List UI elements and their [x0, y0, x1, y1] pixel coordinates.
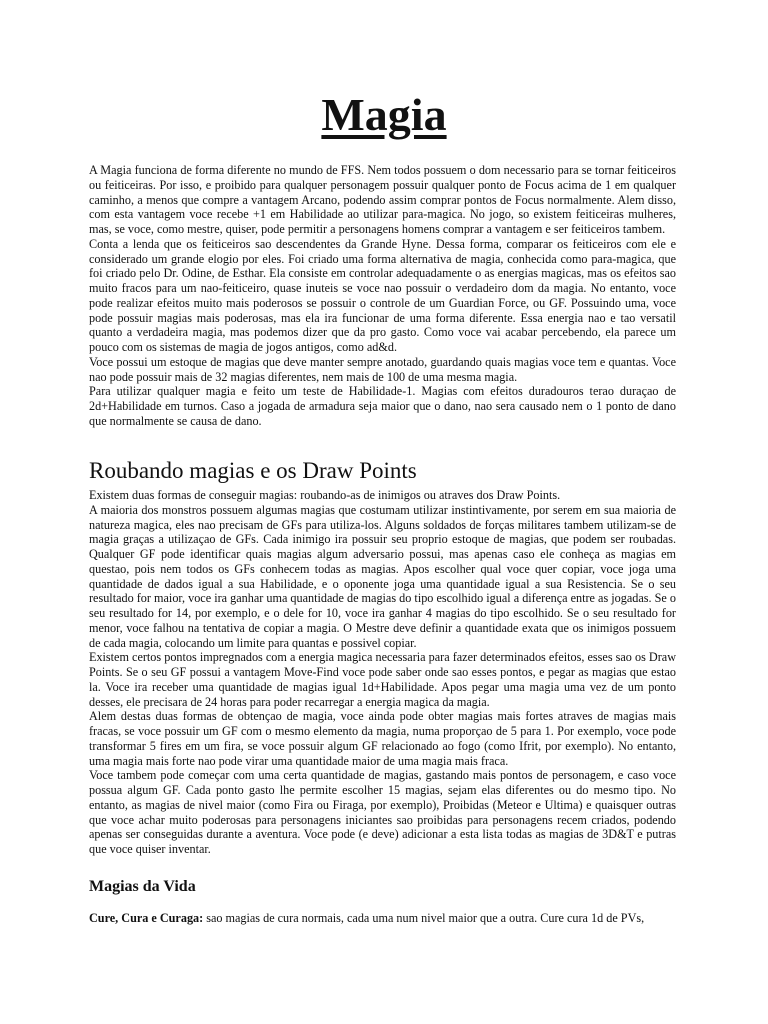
paragraph: Existem certos pontos impregnados com a energia magica necessaria para fazer determinados efeitos, esses sao os Draw Points. Se o seu GF possui a vantagem Move-Find voce pode saber onde sao esses pontos, e pegar as magias que estao la. Voce ira receber uma quantidade de magias igual 1d+Habilidade. Apos pegar uma magia uma vez de um ponto desses, ele precisara de 24 horas para poder recarregar a energia magica da magia.	[89, 650, 676, 709]
spell-entry-text: sao magias de cura normais, cada uma num nivel maior que a outra. Cure cura 1d de PVs,	[203, 911, 645, 925]
spell-entry-term: Cure, Cura e Curaga:	[89, 911, 204, 925]
section-heading-magias-da-vida: Magias da Vida	[89, 878, 196, 895]
section-heading-draw-points: Roubando magias e os Draw Points	[89, 458, 417, 483]
page-title: Magia	[321, 89, 447, 140]
intro-section	[89, 163, 676, 429]
magias-da-vida-section	[89, 911, 676, 926]
paragraph: Voce possui um estoque de magias que deve manter sempre anotado, guardando quais magias voce tem e quantas. Voce nao pode possuir mais de 32 magias diferentes, nem mais de 100 de uma mesma magia.	[89, 354, 676, 384]
paragraph: Voce tambem pode começar com uma certa quantidade de magias, gastando mais pontos de personagem, e caso voce possua algum GF. Cada ponto gasto lhe permite escolher 15 magias, sejam elas diferentes ou do mesmo tipo. No entanto, as magias de nivel maior (como Fira ou Firaga, por exemplo), Proibidas (Meteor e Ultima) e quaisquer outras que voce achar muito poderosas para personagens iniciantes sao proibidas para personagens recem criados, podendo apenas ser conseguidas durante a aventura. Voce pode (e deve) adicionar a esta lista todas as magias de 3D&T e putras que voce quiser inventar.	[89, 768, 676, 856]
paragraph: Alem destas duas formas de obtençao de magia, voce ainda pode obter magias mais fortes atraves de magias mais fracas, se voce possuir um GF com o mesmo elemento da magia, numa proporçao de 5 para 1. Por exemplo, voce pode transformar 5 fires em um fira, se voce possuir algum GF relacionado ao fogo (como Ifrit, por exemplo). No entanto, uma magia mais forte nao pode virar uma quantidade maior de uma magia mais fraca.	[89, 709, 676, 768]
draw-points-section	[89, 488, 676, 857]
paragraph: A maioria dos monstros possuem algumas magias que costumam utilizar instintivamente, por serem em sua maioria de natureza magica, eles nao precisam de GFs para utiliza-los. Alguns soldados de forças militares tambem utilizam-se de magia graças a utilizaçao de GFs. Cada inimigo ira possuir seu proprio estoque de magias, que podem ser roubadas. Qualquer GF pode identificar quais magias algum adversario possui, mas apenas caso ele conheça as magias em questao, pois nem todos os GFs conhecem todas as magias. Apos escolher qual voce quer copiar, voce joga uma quantidade de dados igual a sua Habilidade, e o oponente joga uma quantidade igual a sua Resistencia. Se o seu resultado for maior, voce ira ganhar uma quantidade de magias do tipo escolhido igual a diferença entre as jogadas. Se o seu resultado for 14, por exemplo, e o dele for 10, voce ira ganhar 4 magias do tipo escolhido. Se o seu resultado for menor, voce falhou na tentativa de copiar a magia. O Mestre deve definir a quantidade exata que os inimigos possuem de cada magia, colocando um limite para quantas e possivel copiar.	[89, 502, 676, 650]
paragraph: Conta a lenda que os feiticeiros sao descendentes da Grande Hyne. Dessa forma, comparar os feiticeiros com ele e considerado um grande elogio por eles. Foi criado uma forma alternativa de magia, conhecida como para-magica, que foi criado pelo Dr. Odine, de Esthar. Ela consiste em controlar adequadamente o as energias magicas, mas os efeitos sao muito fracos para um nao-feiticeiro, quase inuteis se voce nao possuir o verdadeiro dom da magia. No entanto, voce pode realizar efeitos muito mais poderosos se possuir o controle de um Guardian Force, ou GF. Possuindo uma, voce pode possuir magias mais poderosas, mas ela ira funcionar de uma forma diferente. Essa energia nao e tao versatil quanto a verdadeira magia, mas podemos dizer que da pro gasto. Como voce vai acabar percebendo, ela parece um pouco com os sistemas de magia de jogos antigos, como ad&d.	[89, 236, 676, 354]
spell-entry	[89, 911, 676, 926]
paragraph: Existem duas formas de conseguir magias: roubando-as de inimigos ou atraves dos Draw Points.	[89, 488, 561, 502]
paragraph: A Magia funciona de forma diferente no mundo de FFS. Nem todos possuem o dom necessario para se tornar feiticeiros ou feiticeiras. Por isso, e proibido para qualquer personagem possuir qualquer ponto de Focus acima de 1 em qualquer caminho, a menos que compre a vantagem Arcano, podendo assim comprar pontos de Focus normalmente. Alem disso, com esta vantagem voce recebe +1 em Habilidade ao utilizar para-magica. No jogo, so existem feiticeiras mulheres, mas, se voce, como mestre, quiser, pode permitir a personagens homens comprar a vantagem e ser feiticeiros tambem.	[89, 163, 676, 236]
paragraph: Para utilizar qualquer magia e feito um teste de Habilidade-1. Magias com efeitos duradouros terao duraçao de 2d+Habilidade em turnos. Caso a jogada de armadura seja maior que o dano, nao sera causado nem o 1 ponto de dano que normalmente se causa de dano.	[89, 384, 676, 428]
